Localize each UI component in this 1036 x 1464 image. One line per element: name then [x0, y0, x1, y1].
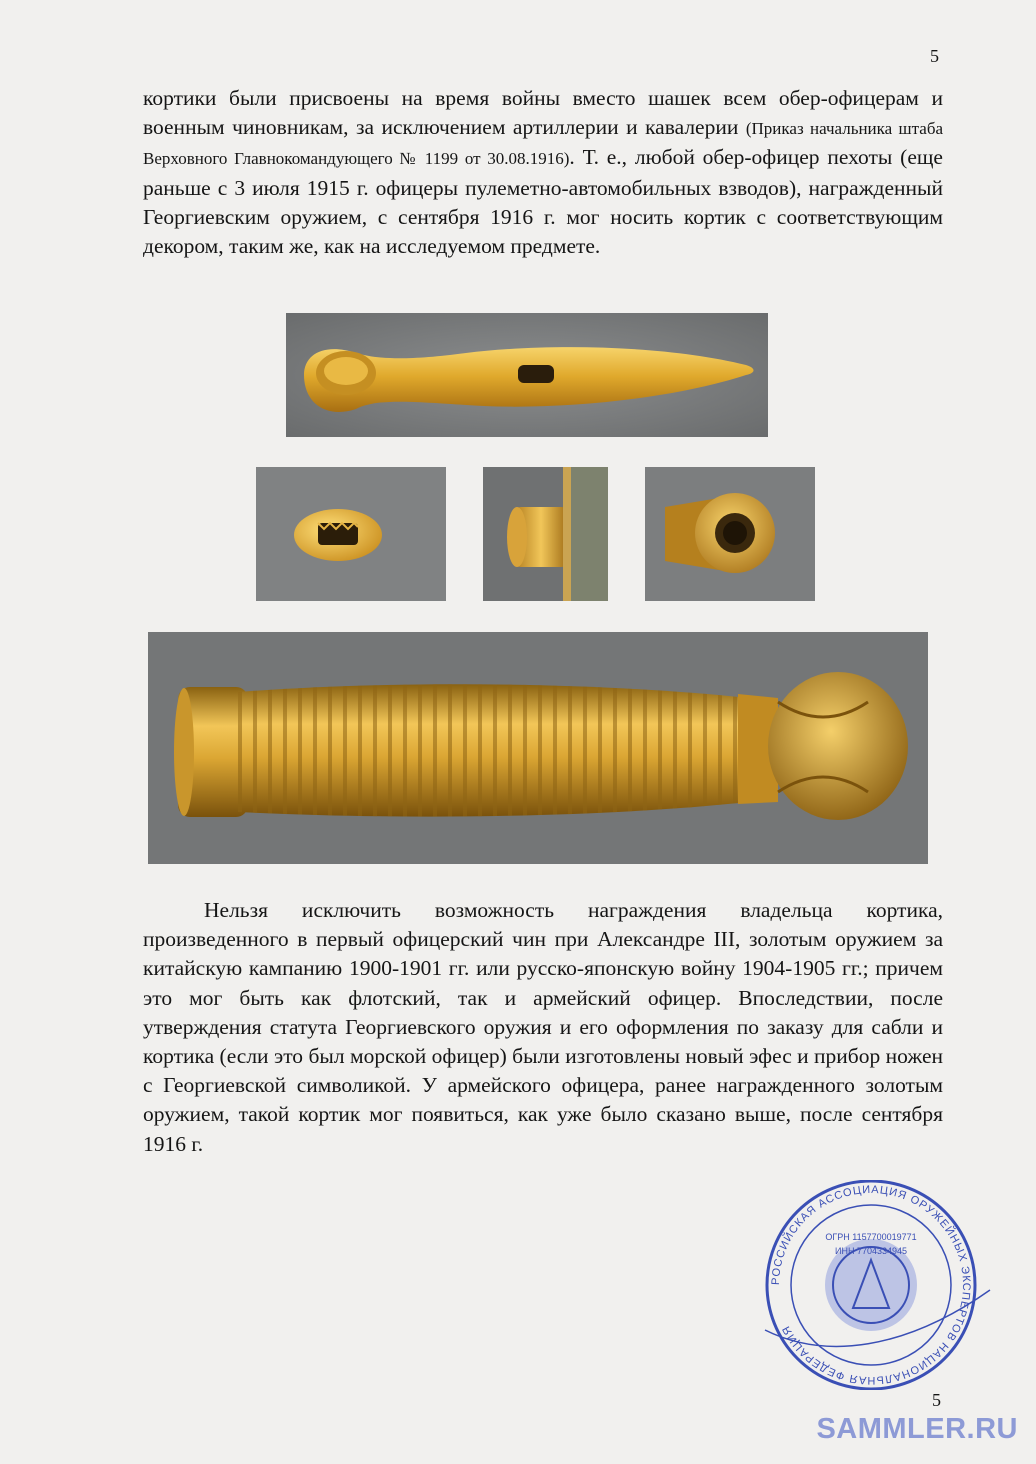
page-number-bottom: 5 [932, 1390, 941, 1410]
stamp-inn: ИНН 7704334945 [834, 1246, 908, 1256]
page-number-top: 5 [930, 46, 939, 66]
paragraph-1-text-b: . Т. е., любой обер-офицер пехоты (еще раньше с 3 июля 1915 г. офицеры пулеметно-автомобильных взводов), награжденный Георгиевским оружием, с сентября 1916 г. мог носить кортик с соответствующим декором, таким же, как на исследуемом предмете. [143, 145, 943, 259]
stamp-ring-text: РОССИЙСКАЯ АССОЦИАЦИЯ ОРУЖЕЙНЫХ ЭКСПЕРТОВ НАЦИОНАЛЬНАЯ ФЕДЕРАЦИЯ [769, 1183, 973, 1387]
official-stamp [755, 1180, 995, 1390]
ferrule-top-photo [256, 467, 446, 601]
grip-photo [148, 632, 928, 864]
stamp-ogrn: ОГРН 1157700019771 [825, 1232, 917, 1242]
paragraph-1-text-a: кортики были присвоены на время войны вместо шашек всем обер-офицерам и военным чиновникам, за исключением артиллерии и кавалерии [143, 86, 943, 140]
paragraph-2: Нельзя исключить возможность награждения владельца кортика, произведенного в первый офицерский чин при Александре III, золотым оружием за китайскую кампанию 1900-1901 гг. или русско-японскую войну 1904-1905 гг.; причем это мог быть как флотский, так и армейский офицер. Впоследствии, после утверждения статута Георгиевского оружия и его оформления по заказу для сабли и кортика (если это был морской офицер) были изготовлены новый эфес и прибор ножен с Георгиевской символикой. У армейского офицера, ранее награжденного золотым оружием, такой кортик мог появиться, как уже было сказано выше, после сентября 1916 г. [143, 898, 943, 1156]
order-citation: (Приказ начальника штаба Верховного Главнокомандующего № 1199 от 30.08.1916) [143, 119, 944, 169]
paragraph-1 [143, 84, 943, 261]
ferrule-side-photo [483, 467, 608, 601]
site-watermark: SAMMLER.RU [816, 1413, 1018, 1445]
crossguard-photo [286, 313, 768, 437]
pommel-end-photo [645, 467, 815, 601]
